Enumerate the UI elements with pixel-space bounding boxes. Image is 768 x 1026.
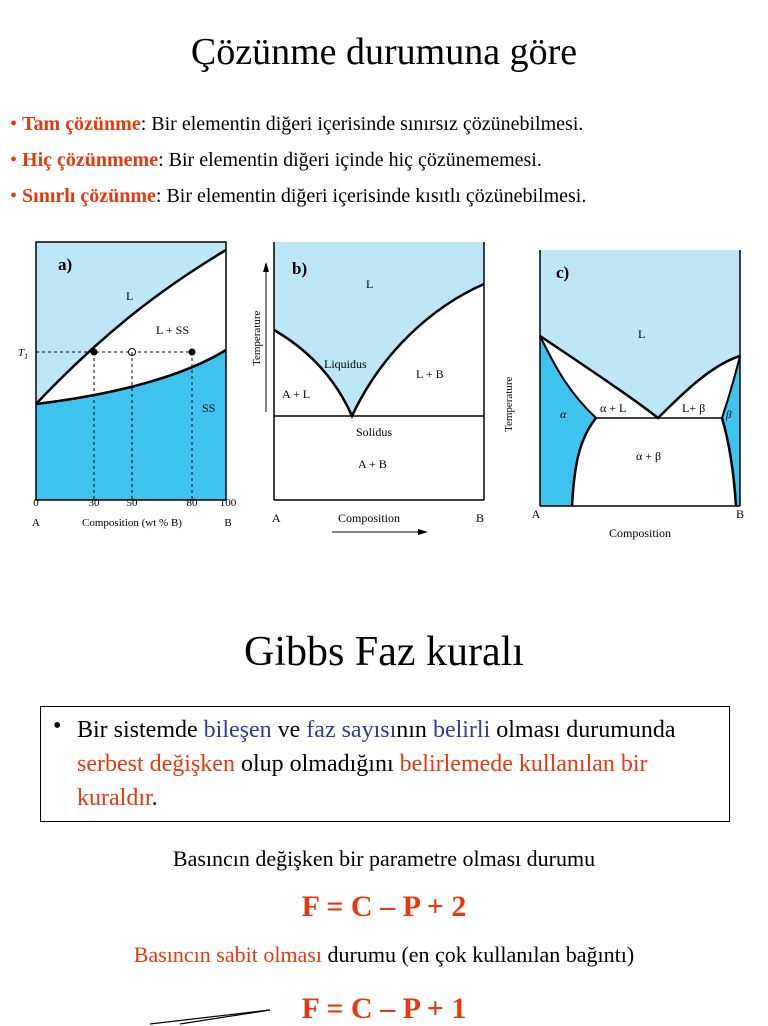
component-b-label: B bbox=[224, 517, 232, 529]
bullet-item: • Sınırlı çözünme: Bir elementin diğeri içerisinde kısıtlı çözünebilmesi. bbox=[10, 185, 587, 207]
region-label: L bbox=[638, 327, 646, 341]
region-label: α + β bbox=[636, 449, 662, 463]
region-label: β bbox=[726, 409, 732, 421]
definition-segment: bileşen bbox=[203, 717, 272, 743]
definition-segment: nın bbox=[396, 717, 433, 743]
region-label: α + L bbox=[600, 401, 627, 415]
temperature-label: $T_1$ bbox=[18, 347, 29, 361]
page-title: Çözünme durumuna göre bbox=[190, 31, 578, 73]
solubility-bullet-list bbox=[10, 106, 586, 214]
definition-segment: faz sayısı bbox=[306, 717, 397, 743]
tick-label: 0 bbox=[33, 497, 39, 509]
arrow-icon bbox=[150, 1000, 290, 1024]
diagram-label: c) bbox=[556, 263, 570, 282]
phase-diagram-b bbox=[251, 242, 492, 542]
gibbs-equation-variable: F = C – P + 2 bbox=[301, 890, 467, 923]
region-label: L + SS bbox=[156, 323, 189, 337]
definition-segment: serbest değişken bbox=[77, 751, 235, 777]
gibbs-equation-constant: F = C – P + 1 bbox=[301, 992, 467, 1025]
x-axis-label: Composition bbox=[608, 526, 672, 540]
component-b-label: B bbox=[735, 507, 745, 521]
tick-label: 30 bbox=[88, 497, 100, 509]
section-title: Gibbs Faz kuralı bbox=[244, 629, 524, 675]
component-b-label: B bbox=[476, 511, 485, 525]
y-axis-label: Temperature bbox=[251, 310, 263, 366]
tick-label: 80 bbox=[186, 497, 198, 509]
region-label: A + L bbox=[282, 387, 311, 401]
region-label: L bbox=[366, 277, 374, 291]
pressure-constant-text: Basıncın sabit olması durumu (en çok kullanılan bağıntı) bbox=[133, 942, 635, 967]
component-a-label: A bbox=[32, 517, 40, 529]
definition-segment: olması durumunda bbox=[490, 717, 676, 743]
x-axis-label: Composition (wt % B) bbox=[82, 517, 182, 529]
pressure-variable-text: Basıncın değişken bir parametre olması durumu bbox=[172, 846, 596, 871]
y-axis-label: Temperature bbox=[503, 376, 515, 432]
region-label: Solidus bbox=[356, 425, 393, 439]
phase-diagram-a bbox=[18, 242, 244, 542]
component-a-label: A bbox=[272, 511, 281, 525]
diagram-label: a) bbox=[58, 255, 73, 274]
definition-segment: ve bbox=[271, 717, 307, 743]
component-a-label: A bbox=[531, 507, 541, 521]
definition-box bbox=[40, 706, 730, 822]
box-bullet: • bbox=[53, 713, 62, 739]
x-axis-label: Composition bbox=[338, 511, 401, 525]
region-label: A + B bbox=[358, 457, 387, 471]
definition-segment: . bbox=[151, 785, 158, 811]
definition-segment: belirli bbox=[432, 717, 491, 743]
region-label: SS bbox=[202, 401, 216, 415]
tick-label: 100 bbox=[219, 497, 237, 509]
region-label: Liquidus bbox=[324, 357, 367, 371]
phase-diagram-c bbox=[496, 250, 756, 550]
bullet-item: • Hiç çözünmeme: Bir elementin diğeri içinde hiç çözünememesi. bbox=[10, 149, 542, 171]
bullet-item: • Tam çözünme: Bir elementin diğeri içerisinde sınırsız çözünebilmesi. bbox=[10, 113, 584, 135]
region-label: L+ β bbox=[682, 401, 706, 415]
region-label: L bbox=[126, 289, 134, 303]
definition-segment: olup olmadığını bbox=[234, 751, 400, 777]
region-label: α bbox=[560, 407, 567, 421]
definition-segment: belirlemede kullanılan bir kuraldır bbox=[77, 751, 648, 811]
region-label: L + B bbox=[416, 367, 444, 381]
tick-label: 50 bbox=[126, 497, 138, 509]
definition-segment: Bir sistemde bbox=[77, 717, 204, 743]
definition-text bbox=[77, 713, 727, 815]
diagram-label: b) bbox=[292, 259, 308, 278]
